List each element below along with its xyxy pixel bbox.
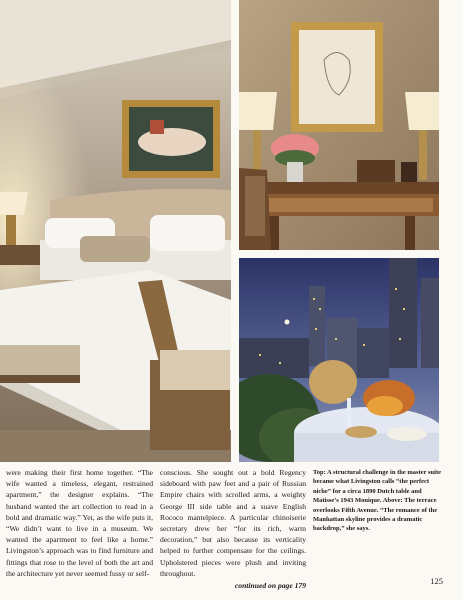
page-number: 125 (430, 576, 443, 586)
body-column-1 (6, 467, 153, 579)
sideboard-photo (239, 0, 439, 250)
body-paragraph-2: conscious. She sought out a bold Regency sideboard with paw feet and a pair of Russian Empire chairs with scrolled arms, a weighty George III side table and a suave English Rococo mantelpiece. A particular chinoiserie secretary drew her “for its rich, warm decoration,” but also because its verticality helped to further compensate for the ceilings. Upholstered pieces were plush and inviting throughout. (160, 468, 306, 578)
caption-text: Top: A structural challenge in the master suite became what Livingston calls “the perfect niche” for a circa 1890 Dutch table and Matisse’s 1943 Monique. Above: The terrace overlooks Fifth Avenue. “The romance of the Manhattan skyline provides a dramatic backdrop,” she says. (313, 469, 442, 533)
body-paragraph-1: were making their first home together. “The wife wanted a timeless, elegant, restrained apartment,” the designer explains. “The husband wanted the art collection to read in a bold and dramatic way.” Yet, as the wife puts it, “We didn’t want to live in a museum. We wanted the apartment to feel like a home.” Livingston’s approach was to find furniture and fittings that rose to the level of both the art and the architecture yet never seemed fussy or self- (6, 468, 153, 578)
continued-note: continued on page 179 (234, 581, 306, 591)
body-column-2 (160, 467, 306, 591)
photo-caption (313, 468, 441, 534)
terrace-photo (239, 258, 439, 462)
bedroom-photo (0, 0, 231, 462)
